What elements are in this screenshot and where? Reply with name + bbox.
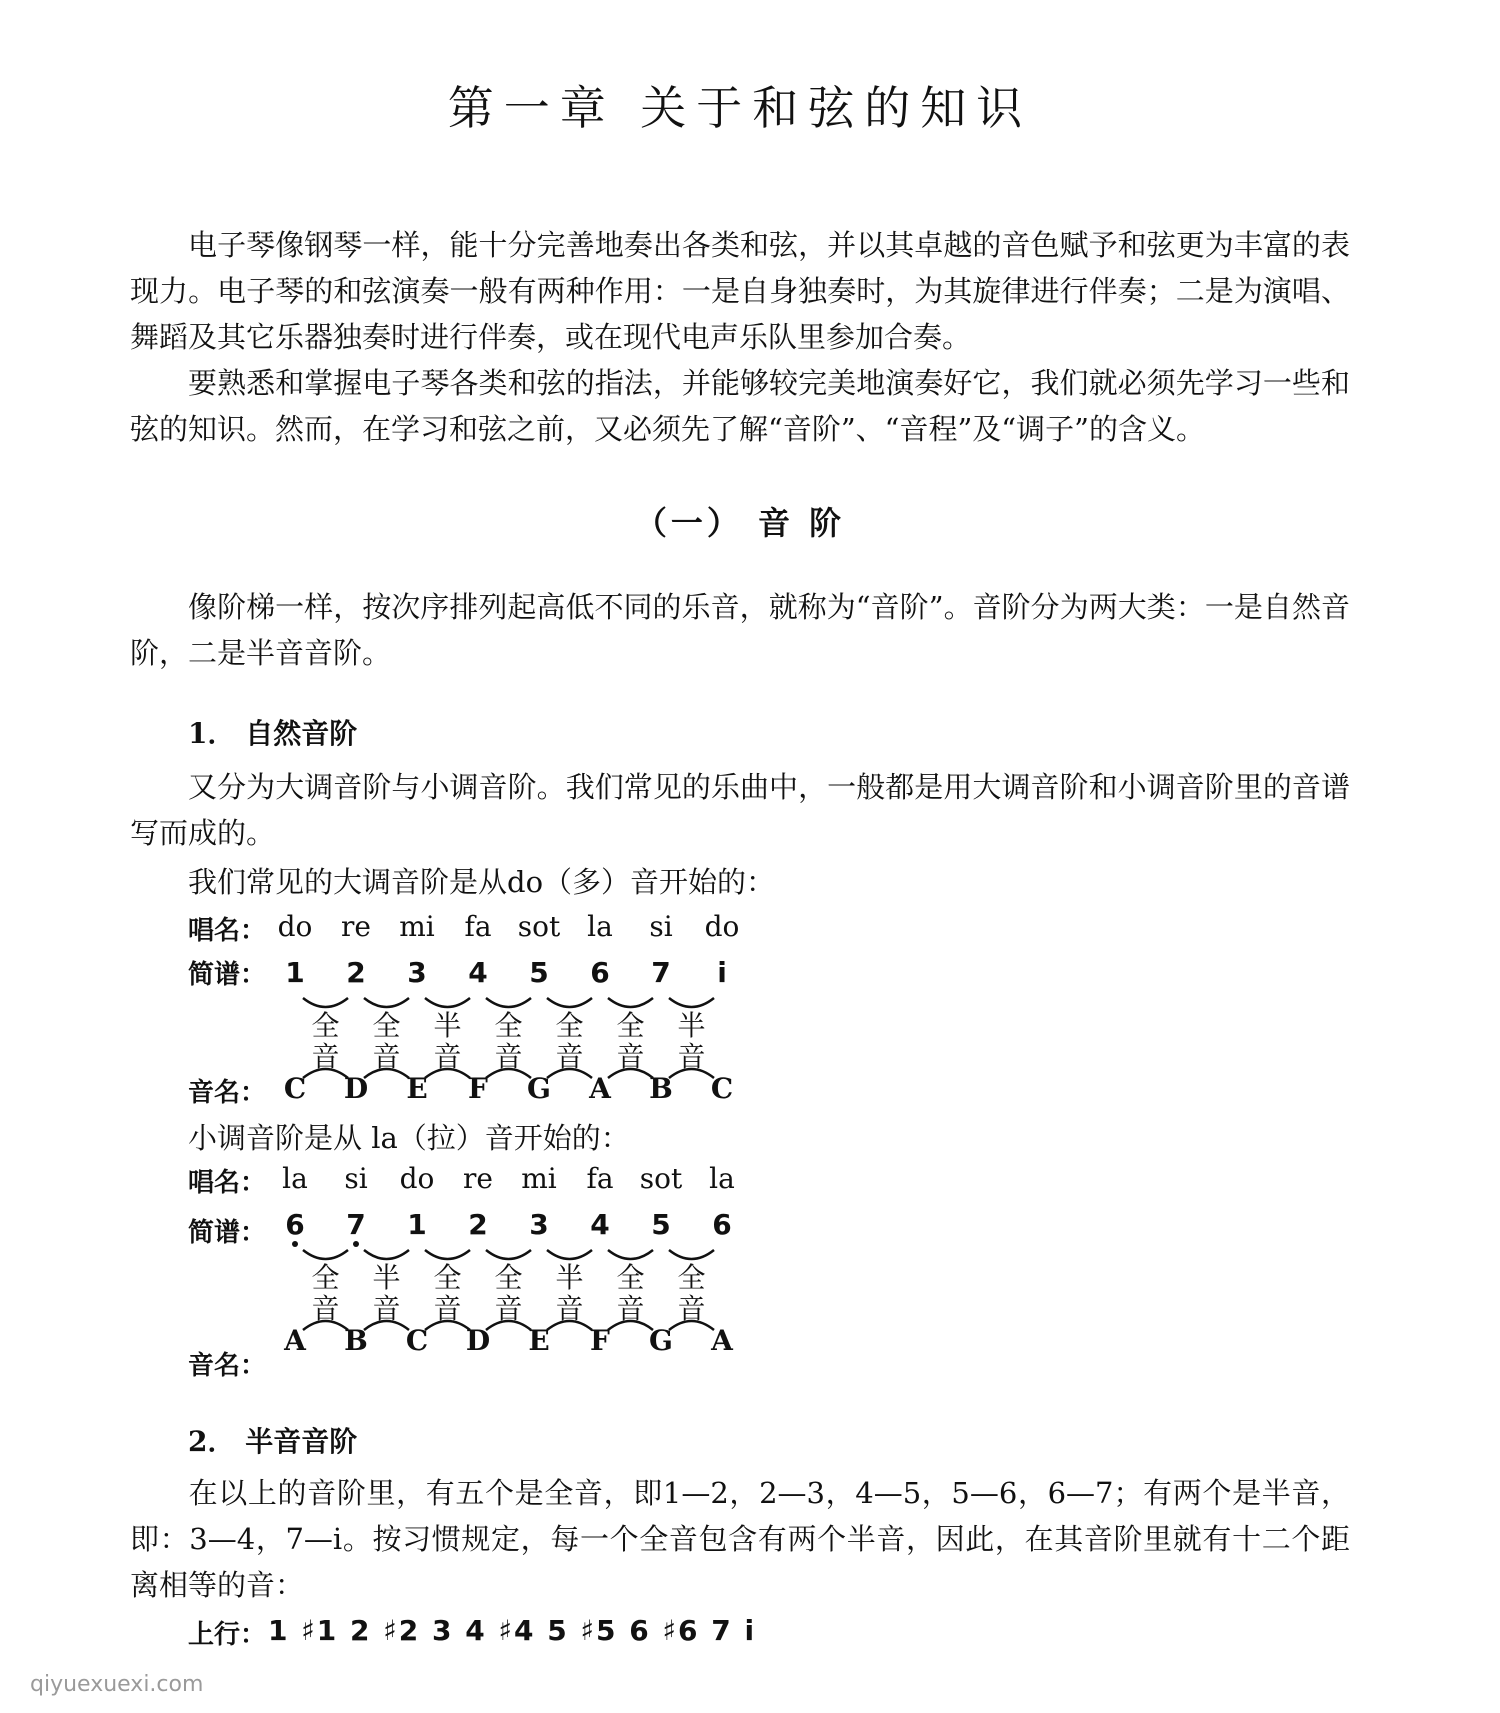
interval-char-2-1: 音 bbox=[433, 1292, 462, 1325]
jianpu-note-6: 5 bbox=[651, 1208, 671, 1241]
chromatic-scale-paragraph: 在以上的音阶里，有五个是全音，即1—2，2—3，4—5，5—6，6—7；有两个是半音，即：3—4，7—i。按习惯规定，每一个全音包含有两个半音，因此，在其音阶里就有十二个距离相等的音： bbox=[130, 1476, 1350, 1602]
minor-sing-label: 唱名： bbox=[188, 1168, 267, 1198]
intro-paragraph-1: 电子琴像钢琴一样，能十分完善地奏出各类和弦，并以其卓越的音色赋予和弦更为丰富的表现力。电子琴的和弦演奏一般有两种作用：一是自身独奏时，为其旋律进行伴奏；二是为演唱、舞蹈及其它乐器独奏时进行伴奏，或在现代电声乐队里参加合奏。 bbox=[130, 228, 1350, 354]
interval-char-1-0: 半 bbox=[372, 1261, 401, 1294]
interval-char-3-1: 音 bbox=[494, 1292, 523, 1325]
interval-char-3-0: 全 bbox=[494, 1261, 523, 1294]
major-scale-intro: 我们常见的大调音阶是从do（多）音开始的： bbox=[188, 865, 776, 899]
section-heading-scale: （一） 音 阶 bbox=[634, 504, 846, 542]
interval-char-4-0: 全 bbox=[555, 1009, 584, 1042]
sing-name-5: fa bbox=[586, 1162, 614, 1195]
jianpu-note-1: 2 bbox=[346, 956, 366, 989]
interval-char-5-0: 全 bbox=[616, 1261, 645, 1294]
jianpu-note-2: 3 bbox=[407, 956, 427, 989]
sing-name-2: mi bbox=[399, 910, 435, 943]
interval-char-2-0: 半 bbox=[433, 1009, 462, 1042]
note-name-4: E bbox=[528, 1324, 550, 1357]
jianpu-note-6: 7 bbox=[651, 956, 671, 989]
interval-char-5-0: 全 bbox=[616, 1009, 645, 1042]
interval-char-4-1: 音 bbox=[555, 1040, 584, 1073]
upper-arc-3 bbox=[486, 1250, 531, 1259]
interval-char-6-0: 半 bbox=[677, 1009, 706, 1042]
sing-name-1: re bbox=[341, 910, 371, 943]
interval-char-3-1: 音 bbox=[494, 1040, 523, 1073]
sing-name-7: la bbox=[709, 1162, 735, 1195]
upper-arc-6 bbox=[669, 1250, 714, 1259]
lower-arc-4 bbox=[547, 1321, 592, 1330]
low-octave-dot-0 bbox=[292, 1241, 298, 1247]
major-note-label: 音名： bbox=[188, 1078, 267, 1108]
ascending-label: 上行： bbox=[188, 1620, 267, 1650]
upper-arc-4 bbox=[547, 1250, 592, 1259]
natural-scale-paragraph: 又分为大调音阶与小调音阶。我们常见的乐曲中，一般都是用大调音阶和小调音阶里的音谱写而成的。 bbox=[130, 770, 1350, 850]
interval-char-3-0: 全 bbox=[494, 1009, 523, 1042]
interval-char-4-1: 音 bbox=[555, 1292, 584, 1325]
interval-char-6-0: 全 bbox=[677, 1261, 706, 1294]
interval-char-4-0: 半 bbox=[555, 1261, 584, 1294]
lower-arc-5 bbox=[608, 1321, 653, 1330]
lower-arc-6 bbox=[669, 1321, 714, 1330]
note-name-7: C bbox=[710, 1072, 734, 1105]
jianpu-note-1: 7 bbox=[346, 1208, 366, 1241]
interval-char-1-1: 音 bbox=[372, 1292, 401, 1325]
jianpu-note-5: 4 bbox=[590, 1208, 610, 1241]
sing-name-2: do bbox=[399, 1162, 435, 1195]
note-name-0: A bbox=[284, 1324, 306, 1357]
interval-char-6-1: 音 bbox=[677, 1040, 706, 1073]
note-name-2: E bbox=[406, 1072, 428, 1105]
jianpu-note-4: 5 bbox=[529, 956, 549, 989]
interval-char-2-0: 全 bbox=[433, 1261, 462, 1294]
jianpu-note-2: 1 bbox=[407, 1208, 427, 1241]
scale-definition-paragraph: 像阶梯一样，按次序排列起高低不同的乐音，就称为“音阶”。音阶分为两大类：一是自然音阶，二是半音音阶。 bbox=[130, 590, 1350, 670]
sing-name-6: si bbox=[649, 910, 673, 943]
upper-arc-2 bbox=[425, 1250, 470, 1259]
note-name-7: A bbox=[711, 1324, 733, 1357]
major-sing-label: 唱名： bbox=[188, 916, 267, 946]
subheading-natural-scale: 1． 自然音阶 bbox=[188, 717, 358, 750]
major-jianpu-label: 简谱： bbox=[188, 960, 267, 990]
watermark-text: qiyuexuexi.com bbox=[30, 1672, 204, 1697]
sing-name-0: do bbox=[277, 910, 313, 943]
ascending-sequence: 1 ♯1 2 ♯2 3 4 ♯4 5 ♯5 6 ♯6 7 i bbox=[268, 1614, 757, 1647]
sing-name-0: la bbox=[282, 1162, 308, 1195]
interval-char-2-1: 音 bbox=[433, 1040, 462, 1073]
minor-scale-intro: 小调音阶是从 la（拉）音开始的： bbox=[188, 1121, 630, 1155]
subheading-chromatic-scale: 2． 半音音阶 bbox=[188, 1425, 358, 1458]
jianpu-note-7: 6 bbox=[712, 1208, 732, 1241]
note-name-2: C bbox=[405, 1324, 429, 1357]
sing-name-3: re bbox=[463, 1162, 493, 1195]
sing-name-4: sot bbox=[517, 910, 561, 943]
note-name-4: G bbox=[527, 1072, 551, 1105]
interval-char-0-0: 全 bbox=[311, 1261, 340, 1294]
note-name-0: C bbox=[283, 1072, 307, 1105]
upper-arc-0 bbox=[303, 1250, 348, 1259]
upper-arc-5 bbox=[608, 1250, 653, 1259]
note-name-6: G bbox=[649, 1324, 673, 1357]
jianpu-note-5: 6 bbox=[590, 956, 610, 989]
interval-char-1-0: 全 bbox=[372, 1009, 401, 1042]
low-octave-dot-1 bbox=[353, 1241, 359, 1247]
jianpu-note-3: 4 bbox=[468, 956, 488, 989]
minor-jianpu-label: 简谱： bbox=[188, 1218, 267, 1248]
sing-name-4: mi bbox=[521, 1162, 557, 1195]
sing-name-6: sot bbox=[639, 1162, 683, 1195]
interval-char-5-1: 音 bbox=[616, 1040, 645, 1073]
interval-char-1-1: 音 bbox=[372, 1040, 401, 1073]
interval-char-0-0: 全 bbox=[311, 1009, 340, 1042]
note-name-6: B bbox=[649, 1072, 673, 1105]
note-name-3: D bbox=[465, 1324, 491, 1357]
sing-name-3: fa bbox=[464, 910, 492, 943]
intro-paragraph-2: 要熟悉和掌握电子琴各类和弦的指法，并能够较完美地演奏好它，我们就必须先学习一些和弦的知识。然而，在学习和弦之前，又必须先了解“音阶”、“音程”及“调子”的含义。 bbox=[130, 366, 1350, 446]
interval-char-6-1: 音 bbox=[677, 1292, 706, 1325]
lower-arc-1 bbox=[364, 1321, 409, 1330]
sing-name-1: si bbox=[344, 1162, 368, 1195]
note-name-1: D bbox=[343, 1072, 369, 1105]
jianpu-note-4: 3 bbox=[529, 1208, 549, 1241]
jianpu-note-7: i bbox=[717, 956, 727, 989]
interval-char-0-1: 音 bbox=[311, 1292, 340, 1325]
note-name-1: B bbox=[344, 1324, 368, 1357]
lower-arc-3 bbox=[486, 1321, 531, 1330]
lower-arc-2 bbox=[425, 1321, 470, 1330]
page-title: 第一章 关于和弦的知识 bbox=[447, 81, 1033, 135]
sing-name-7: do bbox=[704, 910, 740, 943]
interval-char-0-1: 音 bbox=[311, 1040, 340, 1073]
note-name-5: A bbox=[589, 1072, 611, 1105]
jianpu-note-0: 6 bbox=[285, 1208, 305, 1241]
lower-arc-0 bbox=[303, 1321, 348, 1330]
interval-char-5-1: 音 bbox=[616, 1292, 645, 1325]
jianpu-note-0: 1 bbox=[285, 956, 305, 989]
note-name-3: F bbox=[468, 1072, 488, 1105]
jianpu-note-3: 2 bbox=[468, 1208, 488, 1241]
upper-arc-1 bbox=[364, 1250, 409, 1259]
minor-note-label: 音名： bbox=[188, 1351, 267, 1381]
sing-name-5: la bbox=[587, 910, 613, 943]
note-name-5: F bbox=[590, 1324, 610, 1357]
